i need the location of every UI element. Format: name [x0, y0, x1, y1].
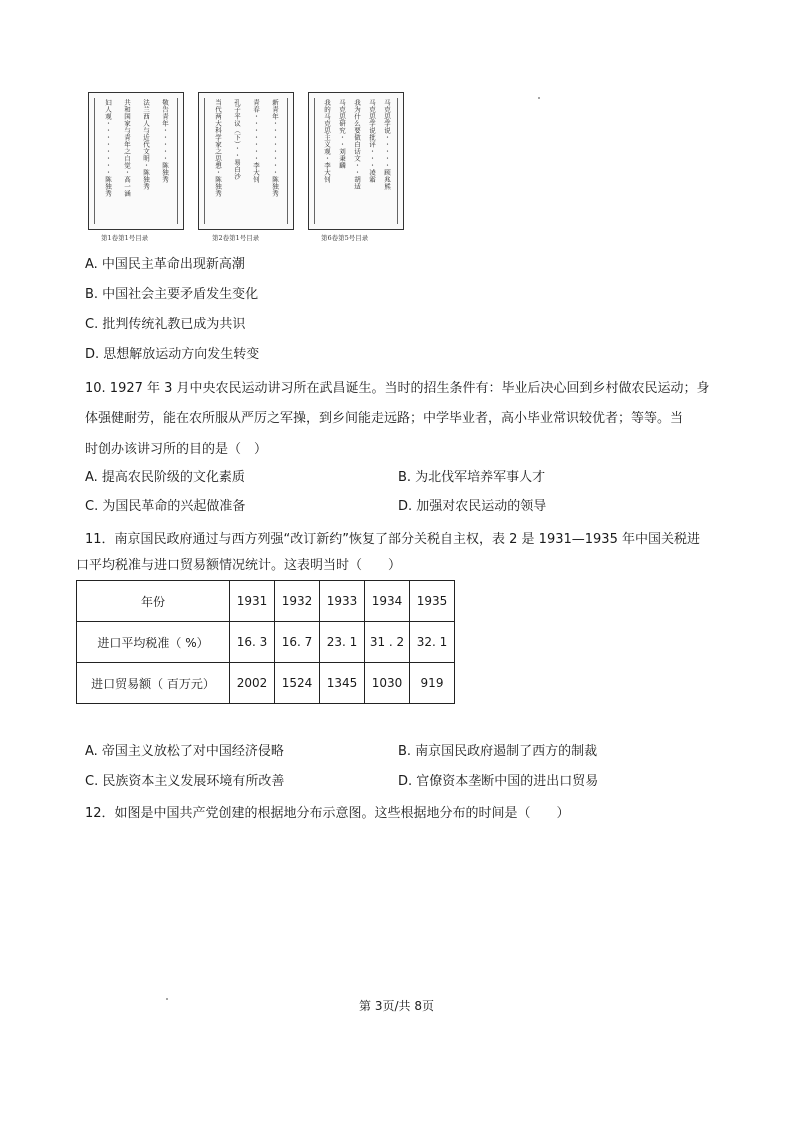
table-row: [77, 622, 455, 663]
table-cell: 16. 3: [230, 622, 275, 663]
q9-option-a: A. 中国民主革命出现新高潮: [85, 257, 245, 272]
catalog-image-1: [88, 92, 184, 230]
tariff-table: [76, 580, 455, 704]
table-cell: 1345: [320, 663, 365, 704]
page-number-footer: 第 3页/共 8页: [359, 999, 434, 1013]
q10-option-d: D. 加强对农民运动的领导: [398, 499, 547, 514]
q9-option-c: C. 批判传统礼教已成为共识: [85, 317, 246, 332]
catalog-caption: 第1卷第1号目录: [101, 234, 149, 242]
q12-stem: 12．如图是中国共产党创建的根据地分布示意图。这些根据地分布的时间是（ ）: [85, 806, 570, 821]
table-header-label: 年份: [77, 581, 230, 622]
table-cell: 23. 1: [320, 622, 365, 663]
catalog-caption: 第6卷第5号目录: [321, 234, 369, 242]
q9-option-b: B. 中国社会主要矛盾发生变化: [85, 287, 259, 302]
catalog-entry: 当代两大科学家之思想・陈独秀: [214, 99, 222, 197]
q11-option-a: A. 帝国主义放松了对中国经济侵略: [85, 744, 284, 759]
q10-stem-line-1: 10. 1927 年 3 月中央农民运动讲习所在武昌诞生。当时的招生条件有：毕业后决心回到乡村做农民运动；身: [85, 381, 710, 396]
q9-option-d: D. 思想解放运动方向发生转变: [85, 347, 260, 362]
q10-option-c: C. 为国民革命的兴起做准备: [85, 499, 246, 514]
table-cell: 2002: [230, 663, 275, 704]
catalog-entry: 法兰西人与近代文明・陈独秀: [142, 99, 150, 190]
table-cell: 1524: [275, 663, 320, 704]
table-year-cell: 1933: [320, 581, 365, 622]
catalog-image-3: [308, 92, 404, 230]
q11-option-c: C. 民族资本主义发展环境有所改善: [85, 774, 285, 789]
table-cell: 16. 7: [275, 622, 320, 663]
catalog-entry: 我的马克思主义观・李大钊: [323, 99, 331, 183]
table-row-label: 进口贸易额（ 百万元）: [77, 663, 230, 704]
table-row-label: 进口平均税准（ %）: [77, 622, 230, 663]
catalog-entry: 我为什么要做白话文・・胡适: [353, 99, 361, 190]
catalog-entry: 马克思研究・・刘秉麟: [338, 99, 346, 169]
q10-stem-line-3: 时创办该讲习所的目的是（ ）: [85, 442, 268, 457]
catalog-entry: 共和国家与青年之自觉・高一涵: [123, 99, 131, 197]
q11-option-b: B. 南京国民政府遏制了西方的制裁: [398, 744, 598, 759]
catalog-image-2: [198, 92, 294, 230]
q11-option-d: D. 官僚资本垄断中国的进出口贸易: [398, 774, 599, 789]
catalog-entry: 新青年・・・・・・・・陈独秀: [271, 99, 279, 197]
q10-option-b: B. 为北伐军培养军事人才: [398, 470, 546, 485]
q11-stem-line-2: 口平均税准与进口贸易额情况统计。这表明当时（ ）: [76, 558, 402, 573]
catalog-entry: 敬告青年・・・・・陈独秀: [161, 99, 169, 183]
q10-option-a: A. 提高农民阶级的文化素质: [85, 470, 245, 485]
table-header-row: [77, 581, 455, 622]
table-row: [77, 663, 455, 704]
catalog-entry: 孔子平议（下）・・易白沙: [233, 99, 241, 180]
stray-dot: [538, 97, 540, 99]
table-year-cell: 1934: [365, 581, 410, 622]
table-cell: 32. 1: [410, 622, 455, 663]
catalog-entry: 青春・・・・・・・李大钊: [252, 99, 260, 183]
table-cell: 31 . 2: [365, 622, 410, 663]
catalog-caption: 第2卷第1号目录: [212, 234, 260, 242]
catalog-entry: 马克思学说・・・・・顾兆熊: [383, 99, 391, 190]
table-cell: 1030: [365, 663, 410, 704]
catalog-entry: 妇人观・・・・・・・・陈独秀: [104, 99, 112, 197]
q10-stem-line-2: 体强健耐劳，能在农所服从严厉之军操，到乡间能走远路；中学毕业者，高小毕业常识较优者；等等。当: [85, 411, 684, 426]
q11-stem-line-1: 11．南京国民政府通过与西方列强“改订新约”恢复了部分关税自主权，表 2 是 1931—1935 年中国关税进: [85, 532, 700, 547]
table-year-cell: 1935: [410, 581, 455, 622]
catalog-entry: 马克思学说批评・・・凌霜: [368, 99, 376, 183]
table-cell: 919: [410, 663, 455, 704]
table-year-cell: 1931: [230, 581, 275, 622]
table-year-cell: 1932: [275, 581, 320, 622]
